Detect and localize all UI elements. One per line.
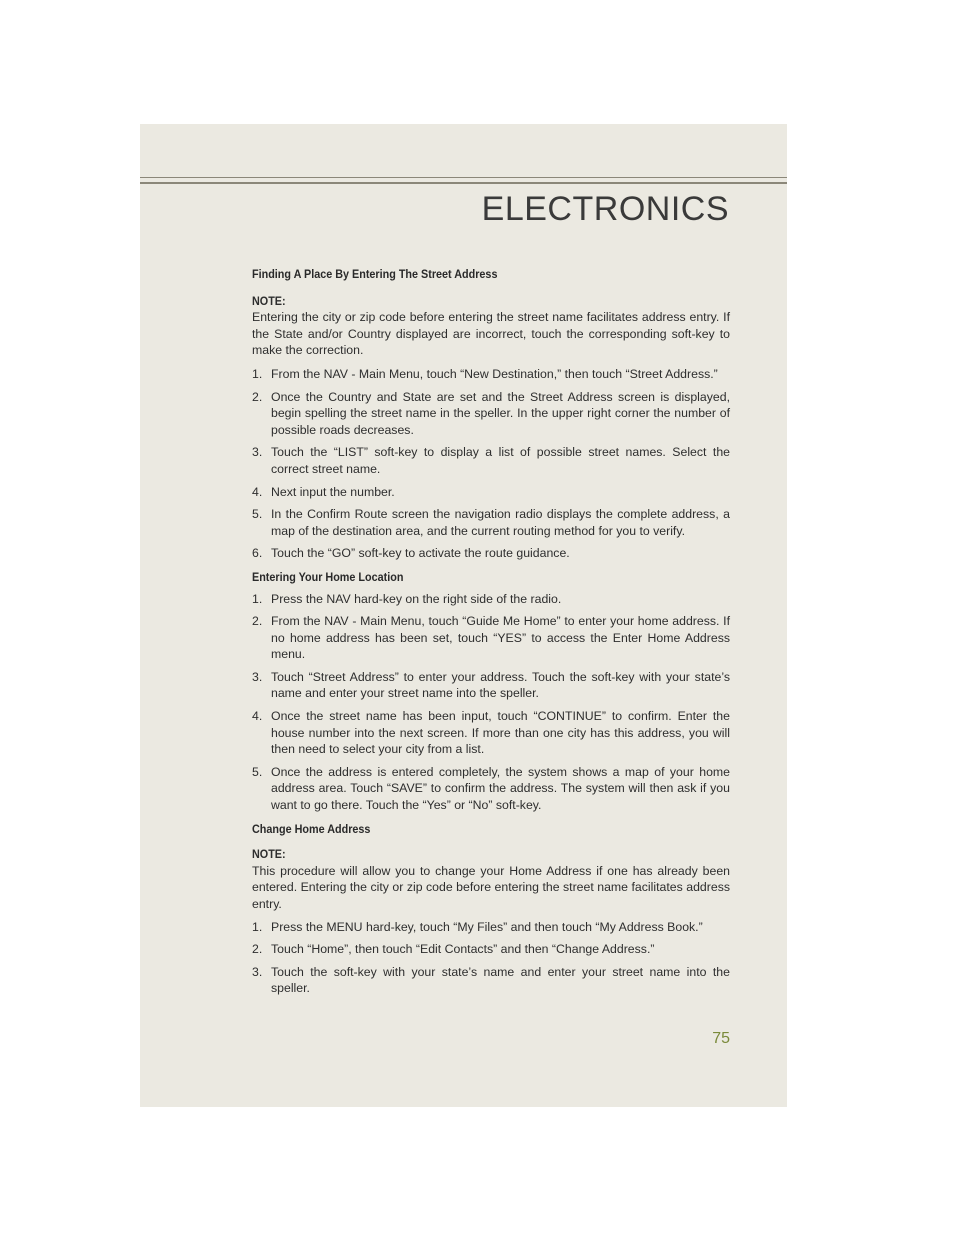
list-item: 1. From the NAV - Main Menu, touch “New Destination,” then touch “Street Address.” bbox=[252, 366, 718, 381]
note-label: NOTE: bbox=[252, 293, 286, 308]
section-title: ELECTRONICS bbox=[481, 190, 729, 228]
steps-list-change-home bbox=[252, 919, 730, 997]
section-heading-change-home: Change Home Address bbox=[252, 821, 371, 836]
steps-list-home-location bbox=[252, 591, 730, 814]
header-rule-thin bbox=[140, 177, 787, 178]
note-text: Entering the city or zip code before entering the street name facilitates address entry. If the State and/or Country displayed are incorrect, touch the corresponding soft-key to make the correction. bbox=[252, 310, 730, 358]
list-item: 4. Once the street name has been input, touch “CONTINUE” to confirm. Enter the house number into the next screen. If more than one city has this address, you will then need to select your city from a list. bbox=[252, 709, 730, 757]
manual-page bbox=[140, 124, 787, 1107]
section-heading-street-address: Finding A Place By Entering The Street Address bbox=[252, 267, 498, 281]
list-item: 3. Touch the “LIST” soft-key to display a list of possible street names. Select the correct street name. bbox=[252, 445, 730, 476]
list-item: 1. Press the NAV hard-key on the right side of the radio. bbox=[252, 591, 562, 606]
page-content bbox=[252, 264, 730, 997]
list-item: 6. Touch the “GO” soft-key to activate the route guidance. bbox=[252, 546, 570, 561]
page-number: 75 bbox=[712, 1030, 730, 1047]
note-text: This procedure will allow you to change your Home Address if one has already been entered. Entering the city or zip code before entering the street name facilitates address entry. bbox=[252, 863, 730, 911]
list-item: 2. From the NAV - Main Menu, touch “Guide Me Home” to enter your home address. If no home address has been set, touch “YES” to access the Enter Home Address menu. bbox=[252, 614, 730, 662]
header-rule-thick bbox=[140, 182, 787, 184]
list-item: 1. Press the MENU hard-key, touch “My Files” and then touch “My Address Book.” bbox=[252, 919, 703, 934]
list-item: 5. Once the address is entered completely, the system shows a map of your home address area. Touch “SAVE” to confirm the address. The system will then ask if you want to go there. Touch the “Yes” or “No” soft-key. bbox=[252, 764, 730, 813]
list-item: 3. Touch “Street Address” to enter your address. Touch the soft-key with your state’s name and enter your street name into the speller. bbox=[252, 669, 730, 701]
note-label: NOTE: bbox=[252, 847, 286, 862]
list-item: 2. Once the Country and State are set and the Street Address screen is displayed, begin spelling the street name in the speller. In the upper right corner the number of possible roads decreases. bbox=[252, 389, 730, 437]
list-item: 5. In the Confirm Route screen the navigation radio displays the complete address, a map of the destination area, and the current routing method for you to verify. bbox=[252, 507, 730, 538]
list-item: 3. Touch the soft-key with your state’s name and enter your street name into the speller. bbox=[252, 964, 730, 996]
list-item: 4. Next input the number. bbox=[252, 484, 395, 499]
list-item: 2. Touch “Home”, then touch “Edit Contacts” and then “Change Address.” bbox=[252, 942, 655, 957]
section-heading-home-location: Entering Your Home Location bbox=[252, 569, 404, 584]
steps-list-street-address bbox=[252, 366, 730, 562]
